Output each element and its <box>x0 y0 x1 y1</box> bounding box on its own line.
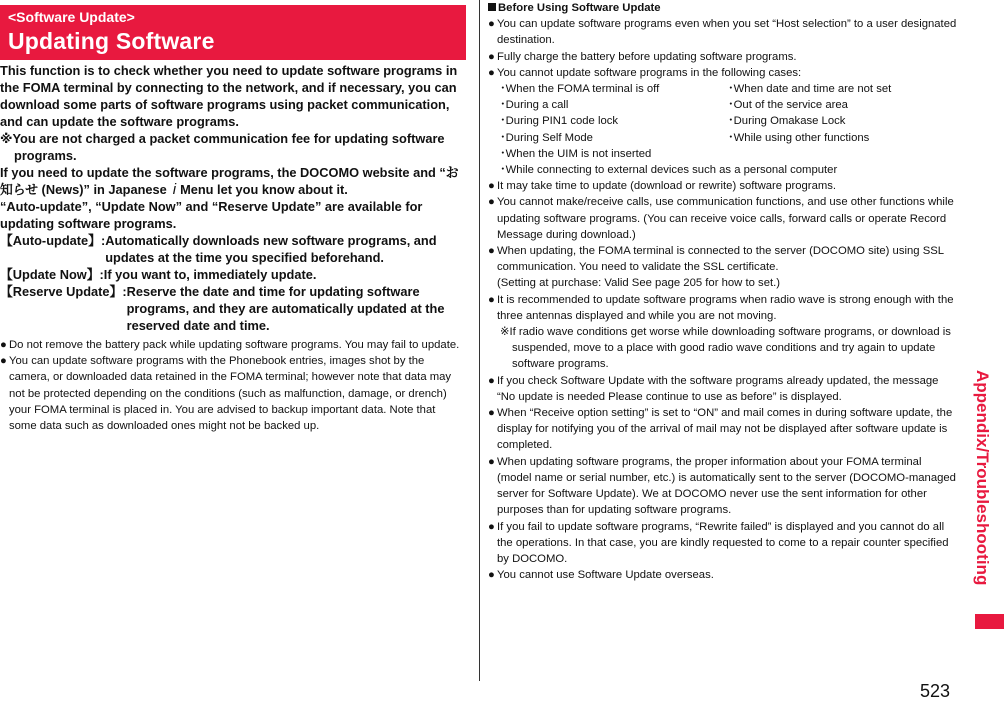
section-subtitle: <Software Update> <box>8 9 135 25</box>
radio-wave-note: ※If radio wave conditions get worse while downloading software programs, or download is suspended, move to a place with good radio wave conditions and try again to update software programs. <box>500 326 951 371</box>
case-item: ･When the FOMA terminal is off <box>500 83 660 96</box>
bullet-icon: ● <box>488 455 495 468</box>
bullet-icon: ● <box>488 50 495 63</box>
chapter-sidebar <box>972 370 1002 610</box>
option-update-now: 【Update Now】: If you want to, immediately update. <box>0 267 317 282</box>
case-list <box>488 81 958 178</box>
right-column <box>488 0 958 583</box>
case-item: ･During Self Mode <box>500 131 593 144</box>
list-item: ● Do not remove the battery pack while updating software programs. You may fail to update. <box>0 337 466 353</box>
list-item: ● You can update software programs even when you set “Host selection” to a user designated destination. <box>488 18 957 47</box>
bullet-icon: ● <box>488 374 495 387</box>
intro-paragraph: This function is to check whether you need to update software programs in the FOMA terminal by connecting to the network, and if necessary, you can download some parts of software programs using packet communication, and can update the software programs. <box>0 63 458 129</box>
website-paragraph: If you need to update the software programs, the DOCOMO website and “お知らせ (News)” in Japanese i Menu let you know about it. <box>0 165 459 198</box>
list-item: ● It may take time to update (download or rewrite) software programs. <box>488 178 958 194</box>
list-item: ● If you check Software Update with the software programs already updated, the message “No update is needed Please continue to use as before” is displayed. <box>488 374 939 403</box>
case-item: ･When date and time are not set <box>728 83 892 96</box>
option-auto-update: 【Auto-update】: Automatically downloads new software programs, and updates at the time you specified beforehand. <box>0 233 437 265</box>
bullet-icon: ● <box>488 196 495 209</box>
case-item: ･While connecting to external devices such as a personal computer <box>500 164 838 177</box>
left-bullets <box>0 337 466 434</box>
list-item: ● You can update software programs with the Phonebook entries, images shot by the camera, or downloaded data retained in the FOMA terminal; however note that data may not be protected depending on the conditions (such as malfunction, damage, or drench) your FOMA terminal is placed in. You are advised to backup important data. Note that some data such as downloaded ones might not be backed up. <box>0 355 452 433</box>
list-item: ● You cannot update software programs in the following cases: <box>488 65 958 81</box>
list-item: ● If you fail to update software programs, “Rewrite failed” is displayed and you cannot do all the operations. In that case, you are kindly requested to come to a repair counter specified by DOCOMO. <box>488 520 949 565</box>
case-item: ･During PIN1 code lock <box>500 115 619 128</box>
before-update-heading: Before Using Software Update <box>488 0 958 16</box>
section-header <box>0 5 466 60</box>
case-item: ･During Omakase Lock <box>728 115 846 128</box>
bullet-icon: ● <box>488 520 495 533</box>
bullet-icon: ● <box>488 18 495 31</box>
bullet-icon: ● <box>488 569 495 582</box>
imode-menu-icon: i <box>172 181 177 198</box>
left-column <box>0 62 466 434</box>
bullet-icon: ● <box>0 339 7 351</box>
note-mark: ※ <box>0 131 13 146</box>
square-marker-icon <box>488 3 496 11</box>
ssl-setting-note: (Setting at purchase: Valid See page 205 for how to set.) <box>497 277 781 290</box>
list-item: ● Fully charge the battery before updating software programs. <box>488 49 958 65</box>
bullet-icon: ● <box>488 407 495 420</box>
case-item: ･During a call <box>500 99 569 112</box>
page-number: 523 <box>920 681 951 701</box>
charge-note: ※You are not charged a packet communication fee for updating software programs. <box>0 131 445 163</box>
section-title: Updating Software <box>8 28 215 54</box>
available-paragraph: “Auto-update”, “Update Now” and “Reserve Update” are available for updating software programs. <box>0 199 423 231</box>
case-item: ･While using other functions <box>728 131 870 144</box>
option-reserve-update: 【Reserve Update】: Reserve the date and time for updating software programs, and they are automatically updated at the reserved date and time. <box>0 284 445 333</box>
case-item: ･When the UIM is not inserted <box>500 147 652 160</box>
chapter-tab-marker <box>975 614 1004 629</box>
list-item: ● You cannot make/receive calls, use communication functions, and use other functions while updating software programs. (You can receive voice calls, forward calls or operate Record Message during download.) <box>488 196 954 241</box>
column-divider <box>479 0 480 681</box>
bullet-icon: ● <box>0 355 7 368</box>
bullet-icon: ● <box>488 66 495 79</box>
list-item: ● When updating, the FOMA terminal is connected to the server (DOCOMO site) using SSL communication. You need to validate the SSL certificate. <box>488 245 944 274</box>
bullet-icon: ● <box>488 180 495 193</box>
bullet-icon: ● <box>488 245 495 258</box>
chapter-label: Appendix/Troubleshooting <box>973 370 992 586</box>
list-item: ● When “Receive option setting” is set to “ON” and mail comes in during software update, the display for notifying you of the arrival of mail may not be displayed after software update is completed. <box>488 407 953 452</box>
list-item: ● You cannot use Software Update overseas. <box>488 567 958 583</box>
case-item: ･Out of the service area <box>728 99 848 112</box>
bullet-icon: ● <box>488 293 495 306</box>
list-item: ● It is recommended to update software programs when radio wave is strong enough with the three antennas displayed and while you are not moving. <box>488 293 954 322</box>
list-item: ● When updating software programs, the proper information about your FOMA terminal (model name or serial number, etc.) is automatically sent to the server (DOCOMO-managed server for Software Update). We at DOCOMO never use the sent information for other purposes than for updating software programs. <box>488 455 956 517</box>
